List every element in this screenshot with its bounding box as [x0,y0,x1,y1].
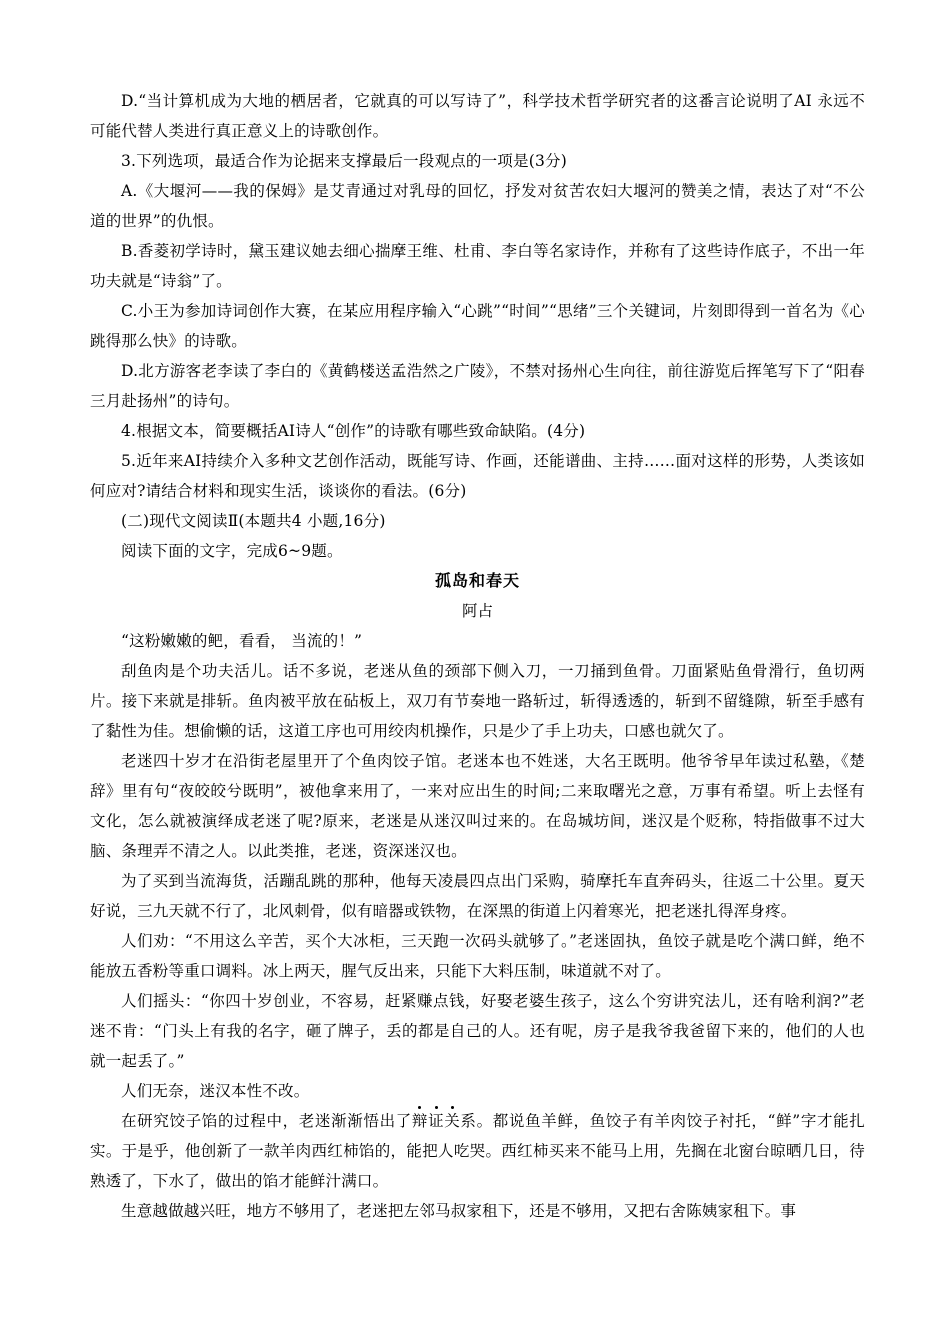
emphasis-char: 关 [444,1112,461,1130]
article-paragraph: 生意越做越兴旺，地方不够用了，老迷把左邻马叔家租下，还是不够用，又把右舍陈姨家租下。事 [121,1202,797,1220]
question-3-option-a: A.《大堰河——我的保姆》是艾青通过对乳母的回忆，抒发对贫苦农妇大堰河的赞美之情，表达了对“不公道的世界”的仇恨。 [90,182,865,230]
emphasis-char: 辩 [411,1112,429,1130]
paragraph-text-before: 在研究饺子馅的过程中，老迷渐渐悟出了 [121,1112,412,1130]
article-paragraph: 为了买到当流海货，活蹦乱跳的那种，他每天凌晨四点出门采购，骑摩托车直奔码头，往返二十公里。夏天好说，三九天就不行了，北风刺骨，似有暗器或铁物，在深黑的街道上闪着寒光，把老迷扎得浑身疼。 [90,872,865,920]
question-3-stem: 3.下列选项，最适合作为论据来支撑最后一段观点的一项是(3分) [121,152,567,170]
article-title: 孤岛和春天 [434,571,520,590]
question-3-option-d: D.北方游客老李读了李白的《黄鹤楼送孟浩然之广陵》，不禁对扬州心生向往，前往游览后挥笔写下了“阳春三月赴扬州”的诗句。 [90,362,865,410]
section-heading: (二)现代文阅读Ⅱ(本题共4 小题,16分) [121,512,386,530]
question-2-option-d: D.“当计算机成为大地的栖居者，它就真的可以写诗了”，科学技术哲学研究者的这番言论说明了AI 永远不可能代替人类进行真正意义上的诗歌创作。 [90,92,865,140]
article-paragraph: 人们摇头：“你四十岁创业，不容易，赶紧赚点钱，好娶老婆生孩子，这么个穷讲究法儿，还有啥利润?”老迷不肯：“门头上有我的名字，砸了牌子，丢的都是自己的人。还有呢，房子是我爷我爸留下来的，他们的人也就一起丢了。” [90,992,865,1070]
paragraph-text-after: 系。都说鱼羊鲜，鱼饺子有羊肉饺子衬托，“鲜”字才能扎实。于是乎，他创新了一款羊肉西红柿馅的，能把人吃哭。西红柿买来不能马上用，先搁在北窗台晾晒几日，待熟透了，下水了，做出的馅才能鲜汁满口。 [90,1112,866,1190]
question-3-option-c: C.小王为参加诗词创作大赛，在某应用程序输入“心跳”“时间”“思绪”三个关键词，片刻即得到一首名为《心跳得那么快》的诗歌。 [90,302,865,350]
article-paragraph: 刮鱼肉是个功夫活儿。话不多说，老迷从鱼的颈部下侧入刀，一刀捅到鱼骨。刀面紧贴鱼骨滑行，鱼切两片。接下来就是排斩。鱼肉被平放在砧板上，双刀有节奏地一路斩过，斩得透透的，斩到不留缝隙，斩至手感有了黏性为佳。想偷懒的话，这道工序也可用绞肉机操作，只是少了手上功夫，口感也就欠了。 [90,662,865,740]
question-3-option-b: B.香菱初学诗时，黛玉建议她去细心揣摩王维、杜甫、李白等名家诗作，并称有了这些诗作底子，不出一年功夫就是“诗翁”了。 [90,242,865,290]
article-paragraph-emphasis [90,1106,865,1196]
question-4: 4.根据文本，简要概括AI诗人“创作”的诗歌有哪些致命缺陷。(4分) [121,422,586,440]
article-paragraph: “这粉嫩嫩的鲃，看看， 当流的！” [121,632,363,650]
document-page [90,86,865,1226]
article-paragraph: 人们劝：“不用这么辛苦，买个大冰柜，三天跑一次码头就够了。”老迷固执，鱼饺子就是吃个满口鲜，绝不能放五香粉等重口调料。冰上两天，腥气反出来，只能下大料压制，味道就不对了。 [90,932,865,980]
reading-instruction: 阅读下面的文字，完成6~9题。 [121,542,343,560]
emphasized-phrase [412,1112,461,1130]
emphasis-char: 证 [428,1112,445,1130]
article-paragraph: 人们无奈，迷汉本性不改。 [121,1082,310,1100]
article-paragraph: 老迷四十岁才在沿街老屋里开了个鱼肉饺子馆。老迷本也不姓迷，大名王既明。他爷爷早年读过私塾，《楚辞》里有句“夜皎皎兮既明”，被他拿来用了，一来对应出生的时间;二来取曙光之意，万事有希望。听上去怪有文化，怎么就被演绎成老迷了呢?原来，老迷是从迷汉叫过来的。在岛城坊间，迷汉是个贬称，特指做事不过大脑、条理弄不清之人。以此类推，老迷，资深迷汉也。 [90,752,865,860]
article-author: 阿占 [461,602,493,620]
question-5: 5.近年来AI持续介入多种文艺创作活动，既能写诗、作画，还能谱曲、主持……面对这样的形势，人类该如何应对?请结合材料和现实生活，谈谈你的看法。(6分) [90,452,865,500]
